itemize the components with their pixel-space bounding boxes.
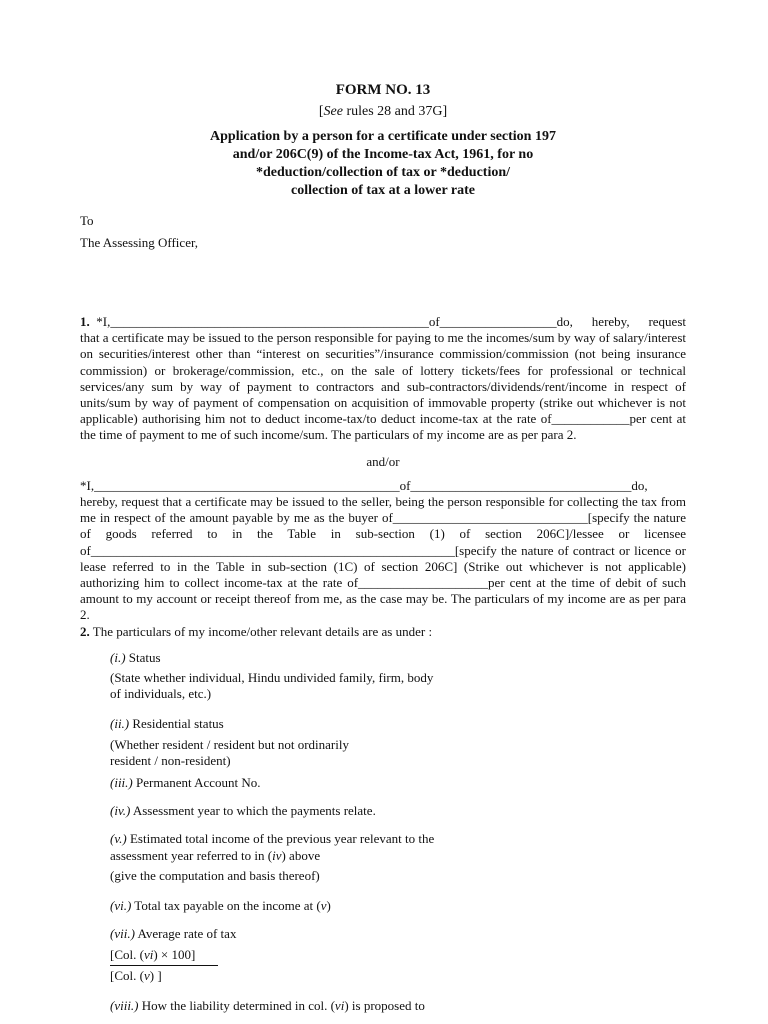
- paragraph-1b: [80, 478, 686, 624]
- form-title: [80, 128, 686, 200]
- and-or-separator: and/or: [366, 453, 400, 469]
- title-line-2: and/or 206C(9) of the Income-tax Act, 1961, for no: [232, 147, 534, 162]
- item-liability: (viii.) How the liability determined in col. (vi) is proposed to: [110, 997, 425, 1013]
- fraction-denominator: [Col. (v) ]: [110, 967, 162, 983]
- item-average-rate: (vii.) Average rate of tax [Col. (vi) × 100] [Col. (v) ]: [110, 926, 686, 984]
- paragraph-1-body: that a certificate may be issued to the person responsible for paying to me the incomes/sum by way of salary/interest on securities/interest other than “interest on securities”/insurance commission/commission (not being insurance commission) or brokerage/commission, etc., on the sale of lottery tickets/fees for professional or technical services/any sum by way of payment to contractors and sub-contractors/dividends/rent/income in respect of units/sum by way of payment of compensation on acquisition of immovable property (strike out whichever is not applicable) authorising him not to deduct income-tax/to deduct income-tax at the rate of____________per cent at the time of payment to me of such income/sum. The particulars of my income are as per para 2.: [80, 330, 686, 443]
- form-page: [80, 80, 686, 1014]
- paragraph-2: 2. The particulars of my income/other relevant details are as under :: [80, 623, 433, 639]
- form-number: FORM NO. 13: [335, 82, 431, 98]
- particulars-list: [110, 650, 686, 1014]
- paragraph-2-number: 2.: [80, 623, 90, 639]
- paragraph-1: [80, 314, 686, 444]
- item-status: (i.) Status (State whether individual, Hindu undivided family, firm, body of individuals, etc.): [110, 649, 434, 702]
- paragraph-1-lead: 1. *I,_________________________________________________of__________________do, hereby, request: [80, 314, 686, 329]
- title-line-4: collection of tax at a lower rate: [290, 183, 475, 198]
- paragraph-1b-body: hereby, request that a certificate may be issued to the seller, being the person responsible for collecting the tax from me in respect of the amount payable by me as the buyer of______________________________[specify the nature of goods referred to in the Table in sub-section (1) of section 206C]/lessee or licensee of________________________________________________________[specify the nature of contract or licence or lease referred to in the Table in sub-section (1C) of section 206C] (Strike out whichever is not applicable) authorizing him to collect income-tax at the rate of____________________per cent at the time of debit of such amount to my account or receipt thereof from me, as the case may be. The particulars of my income are as per para 2.: [80, 494, 686, 623]
- paragraph-1-number: 1.: [80, 314, 90, 329]
- item-assessment-year: (iv.) Assessment year to which the payments relate.: [110, 803, 376, 819]
- paragraph-1b-lead: *I,_______________________________________________of__________________________________do,: [80, 477, 648, 493]
- item-pan: (iii.) Permanent Account No.: [110, 775, 261, 791]
- fraction-numerator: [Col. (vi) × 100]: [110, 947, 218, 966]
- item-estimated-income: (v.) Estimated total income of the previous year relevant to the assessment year referred to in (iv) above (give the computation and basis thereof): [110, 831, 435, 883]
- title-line-3: *deduction/collection of tax or *deduction/: [255, 165, 511, 180]
- fraction: [110, 947, 686, 984]
- addressee: [80, 210, 686, 254]
- officer-label: The Assessing Officer,: [80, 235, 199, 250]
- item-total-tax: (vi.) Total tax payable on the income at (v): [110, 898, 331, 914]
- rules-reference: [See rules 28 and 37G]: [318, 104, 448, 119]
- item-residential-status: (ii.) Residential status (Whether resident / resident but not ordinarily resident / non-resident): [110, 716, 349, 768]
- paragraph-1-blank-line: *I,_________________________________________________of__________________do,: [96, 314, 573, 329]
- to-label: To: [80, 213, 94, 228]
- title-line-1: Application by a person for a certificate under section 197: [210, 129, 556, 144]
